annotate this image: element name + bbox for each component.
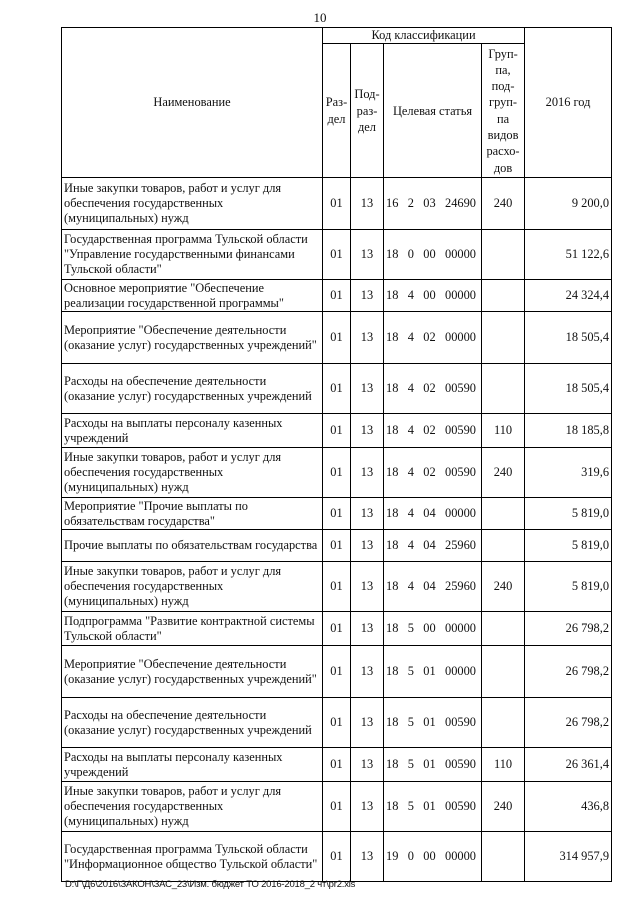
row-amount: 436,8 xyxy=(525,782,612,832)
target-code-part: 00590 xyxy=(445,799,476,814)
row-subsection: 13 xyxy=(351,612,384,646)
table-row xyxy=(62,364,612,414)
row-amount: 18 505,4 xyxy=(525,312,612,364)
table-row xyxy=(62,612,612,646)
target-code-part: 18 xyxy=(386,799,399,814)
row-section: 01 xyxy=(323,178,351,230)
header-year: 2016 год xyxy=(525,28,612,178)
row-target xyxy=(384,364,482,414)
target-code-part: 5 xyxy=(407,621,414,636)
target-code-part: 5 xyxy=(407,799,414,814)
row-subsection: 13 xyxy=(351,448,384,498)
row-section: 01 xyxy=(323,280,351,312)
target-code xyxy=(386,196,479,211)
row-name: Государственная программа Тульской области "Управление государственными финансами Тульской области" xyxy=(62,230,323,280)
target-code-part: 4 xyxy=(407,465,414,480)
row-name: Мероприятие "Обеспечение деятельности (оказание услуг) государственных учреждений" xyxy=(62,646,323,698)
row-subsection: 13 xyxy=(351,312,384,364)
row-subsection: 13 xyxy=(351,782,384,832)
row-target xyxy=(384,646,482,698)
target-code-part: 18 xyxy=(386,757,399,772)
target-code-part: 18 xyxy=(386,579,399,594)
target-code-part: 02 xyxy=(423,330,436,345)
table-row xyxy=(62,748,612,782)
row-target xyxy=(384,530,482,562)
target-code-part: 00000 xyxy=(445,849,476,864)
row-target xyxy=(384,612,482,646)
row-amount: 5 819,0 xyxy=(525,530,612,562)
row-expense-group xyxy=(482,280,525,312)
table-row xyxy=(62,562,612,612)
target-code-part: 00 xyxy=(423,288,436,303)
target-code-part: 00590 xyxy=(445,715,476,730)
row-section: 01 xyxy=(323,748,351,782)
target-code-part: 4 xyxy=(407,506,414,521)
row-name: Подпрограмма "Развитие контрактной системы Тульской области" xyxy=(62,612,323,646)
header-code: Код классификации xyxy=(323,28,525,44)
row-amount: 26 798,2 xyxy=(525,698,612,748)
target-code-part: 18 xyxy=(386,247,399,262)
target-code-part: 0 xyxy=(407,247,414,262)
row-section: 01 xyxy=(323,698,351,748)
row-section: 01 xyxy=(323,530,351,562)
row-amount: 5 819,0 xyxy=(525,562,612,612)
target-code-part: 4 xyxy=(407,381,414,396)
target-code-part: 4 xyxy=(407,579,414,594)
row-amount: 24 324,4 xyxy=(525,280,612,312)
row-name: Прочие выплаты по обязательствам государства xyxy=(62,530,323,562)
row-amount: 18 185,8 xyxy=(525,414,612,448)
target-code-part: 02 xyxy=(423,381,436,396)
target-code xyxy=(386,288,479,303)
target-code xyxy=(386,621,479,636)
row-section: 01 xyxy=(323,612,351,646)
row-section: 01 xyxy=(323,414,351,448)
row-subsection: 13 xyxy=(351,414,384,448)
row-name: Расходы на обеспечение деятельности (оказание услуг) государственных учреждений xyxy=(62,364,323,414)
row-expense-group: 110 xyxy=(482,414,525,448)
target-code-part: 01 xyxy=(423,664,436,679)
row-target xyxy=(384,280,482,312)
target-code xyxy=(386,247,479,262)
target-code-part: 18 xyxy=(386,423,399,438)
row-section: 01 xyxy=(323,646,351,698)
target-code-part: 18 xyxy=(386,330,399,345)
header-expense-group: Груп- па, под- груп- па видов расхо- дов xyxy=(482,44,525,178)
row-section: 01 xyxy=(323,364,351,414)
row-amount: 5 819,0 xyxy=(525,498,612,530)
target-code-part: 18 xyxy=(386,664,399,679)
row-target xyxy=(384,414,482,448)
target-code-part: 03 xyxy=(423,196,436,211)
target-code xyxy=(386,538,479,553)
row-section: 01 xyxy=(323,448,351,498)
row-target xyxy=(384,698,482,748)
target-code-part: 4 xyxy=(407,538,414,553)
target-code-part: 00590 xyxy=(445,465,476,480)
header-name: Наименование xyxy=(62,28,323,178)
target-code-part: 00000 xyxy=(445,330,476,345)
table-row xyxy=(62,782,612,832)
target-code-part: 00 xyxy=(423,849,436,864)
header-section: Раз- дел xyxy=(323,44,351,178)
row-expense-group xyxy=(482,698,525,748)
row-section: 01 xyxy=(323,832,351,882)
target-code-part: 2 xyxy=(407,196,414,211)
target-code-part: 25960 xyxy=(445,579,476,594)
row-amount: 51 122,6 xyxy=(525,230,612,280)
target-code-part: 00000 xyxy=(445,664,476,679)
target-code-part: 5 xyxy=(407,757,414,772)
target-code xyxy=(386,381,479,396)
table-row xyxy=(62,312,612,364)
row-name: Иные закупки товаров, работ и услуг для обеспечения государственных (муниципальных) нужд xyxy=(62,448,323,498)
row-amount: 18 505,4 xyxy=(525,364,612,414)
target-code-part: 00000 xyxy=(445,247,476,262)
target-code-part: 04 xyxy=(423,506,436,521)
target-code-part: 24690 xyxy=(445,196,476,211)
target-code-part: 18 xyxy=(386,715,399,730)
row-expense-group: 240 xyxy=(482,448,525,498)
row-amount: 9 200,0 xyxy=(525,178,612,230)
row-expense-group xyxy=(482,612,525,646)
row-expense-group: 240 xyxy=(482,178,525,230)
table-row xyxy=(62,698,612,748)
target-code xyxy=(386,849,479,864)
target-code-part: 04 xyxy=(423,538,436,553)
row-name: Мероприятие "Прочие выплаты по обязательствам государства" xyxy=(62,498,323,530)
target-code-part: 00000 xyxy=(445,621,476,636)
target-code-part: 02 xyxy=(423,423,436,438)
target-code-part: 16 xyxy=(386,196,399,211)
target-code-part: 18 xyxy=(386,288,399,303)
target-code-part: 4 xyxy=(407,288,414,303)
table-row xyxy=(62,498,612,530)
row-amount: 319,6 xyxy=(525,448,612,498)
row-expense-group xyxy=(482,364,525,414)
row-subsection: 13 xyxy=(351,562,384,612)
row-name: Иные закупки товаров, работ и услуг для обеспечения государственных (муниципальных) нужд xyxy=(62,782,323,832)
row-name: Расходы на выплаты персоналу казенных учреждений xyxy=(62,414,323,448)
target-code-part: 18 xyxy=(386,538,399,553)
table-body xyxy=(62,178,612,882)
row-amount: 26 798,2 xyxy=(525,646,612,698)
row-expense-group xyxy=(482,530,525,562)
target-code-part: 00 xyxy=(423,621,436,636)
target-code-part: 00000 xyxy=(445,288,476,303)
target-code xyxy=(386,715,479,730)
row-name: Мероприятие "Обеспечение деятельности (оказание услуг) государственных учреждений" xyxy=(62,312,323,364)
table-row xyxy=(62,448,612,498)
page-number: 10 xyxy=(313,10,327,25)
footer-file-path: D:\Г\Д6\2016\ЗАКОН\ЗАС_23\Изм. бюджет ТО 2016-2018_2 чт\pr2.xls xyxy=(65,879,356,890)
row-target xyxy=(384,748,482,782)
target-code-part: 5 xyxy=(407,715,414,730)
row-target xyxy=(384,782,482,832)
row-section: 01 xyxy=(323,782,351,832)
row-subsection: 13 xyxy=(351,178,384,230)
row-expense-group xyxy=(482,312,525,364)
row-subsection: 13 xyxy=(351,698,384,748)
target-code-part: 00 xyxy=(423,247,436,262)
row-amount: 26 798,2 xyxy=(525,612,612,646)
row-target xyxy=(384,448,482,498)
row-target xyxy=(384,178,482,230)
target-code-part: 01 xyxy=(423,715,436,730)
target-code-part: 01 xyxy=(423,799,436,814)
target-code-part: 18 xyxy=(386,621,399,636)
target-code-part: 02 xyxy=(423,465,436,480)
row-target xyxy=(384,230,482,280)
target-code xyxy=(386,664,479,679)
target-code xyxy=(386,330,479,345)
row-section: 01 xyxy=(323,230,351,280)
row-target xyxy=(384,562,482,612)
row-subsection: 13 xyxy=(351,230,384,280)
target-code-part: 0 xyxy=(407,849,414,864)
row-name: Иные закупки товаров, работ и услуг для обеспечения государственных (муниципальных) нужд xyxy=(62,178,323,230)
target-code xyxy=(386,757,479,772)
row-amount: 314 957,9 xyxy=(525,832,612,882)
table-row xyxy=(62,646,612,698)
row-expense-group xyxy=(482,498,525,530)
row-expense-group xyxy=(482,832,525,882)
table-row xyxy=(62,832,612,882)
row-subsection: 13 xyxy=(351,646,384,698)
row-subsection: 13 xyxy=(351,530,384,562)
row-expense-group xyxy=(482,646,525,698)
row-subsection: 13 xyxy=(351,832,384,882)
target-code-part: 4 xyxy=(407,330,414,345)
row-subsection: 13 xyxy=(351,748,384,782)
row-subsection: 13 xyxy=(351,280,384,312)
target-code xyxy=(386,799,479,814)
target-code-part: 00590 xyxy=(445,381,476,396)
header-subsection: Под- раз- дел xyxy=(351,44,384,178)
row-name: Расходы на выплаты персоналу казенных учреждений xyxy=(62,748,323,782)
target-code-part: 25960 xyxy=(445,538,476,553)
target-code-part: 18 xyxy=(386,506,399,521)
table-row xyxy=(62,530,612,562)
row-name: Государственная программа Тульской области "Информационное общество Тульской области" xyxy=(62,832,323,882)
row-name: Основное мероприятие "Обеспечение реализации государственной программы" xyxy=(62,280,323,312)
row-name: Расходы на обеспечение деятельности (оказание услуг) государственных учреждений xyxy=(62,698,323,748)
header-target: Целевая статья xyxy=(384,44,482,178)
target-code xyxy=(386,465,479,480)
target-code-part: 00590 xyxy=(445,423,476,438)
row-section: 01 xyxy=(323,562,351,612)
target-code-part: 04 xyxy=(423,579,436,594)
row-amount: 26 361,4 xyxy=(525,748,612,782)
target-code-part: 00590 xyxy=(445,757,476,772)
table-row xyxy=(62,280,612,312)
header-row xyxy=(62,28,612,44)
row-expense-group: 240 xyxy=(482,782,525,832)
target-code xyxy=(386,579,479,594)
budget-table xyxy=(61,27,612,882)
target-code-part: 19 xyxy=(386,849,399,864)
target-code xyxy=(386,506,479,521)
table-row xyxy=(62,414,612,448)
row-subsection: 13 xyxy=(351,364,384,414)
row-subsection: 13 xyxy=(351,498,384,530)
row-expense-group: 240 xyxy=(482,562,525,612)
target-code-part: 01 xyxy=(423,757,436,772)
row-target xyxy=(384,832,482,882)
target-code xyxy=(386,423,479,438)
table-row xyxy=(62,230,612,280)
row-name: Иные закупки товаров, работ и услуг для обеспечения государственных (муниципальных) нужд xyxy=(62,562,323,612)
row-target xyxy=(384,498,482,530)
target-code-part: 4 xyxy=(407,423,414,438)
target-code-part: 18 xyxy=(386,465,399,480)
target-code-part: 00000 xyxy=(445,506,476,521)
row-section: 01 xyxy=(323,312,351,364)
row-section: 01 xyxy=(323,498,351,530)
row-expense-group: 110 xyxy=(482,748,525,782)
row-target xyxy=(384,312,482,364)
target-code-part: 18 xyxy=(386,381,399,396)
target-code-part: 5 xyxy=(407,664,414,679)
table-row xyxy=(62,178,612,230)
row-expense-group xyxy=(482,230,525,280)
